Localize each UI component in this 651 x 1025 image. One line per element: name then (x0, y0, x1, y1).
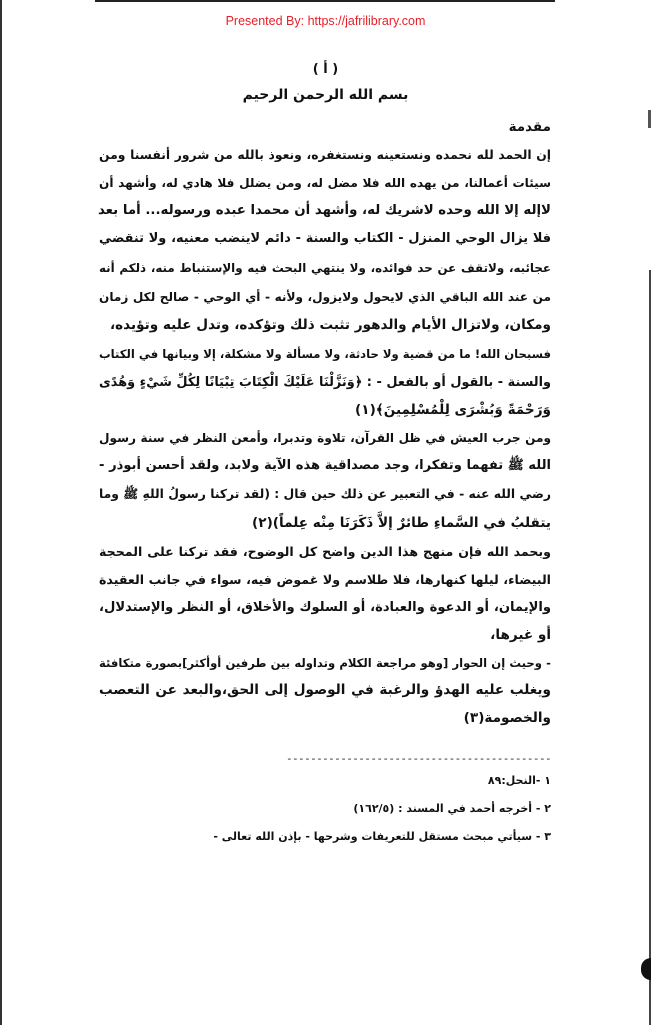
scan-punch-hole (641, 958, 651, 980)
watermark-link[interactable]: Presented By: https://jafrilibrary.com (225, 14, 426, 28)
body-line: لاإله إلا الله وحده لاشريك له، وأشهد أن محمدا عبده ورسوله... أما بعد (97, 203, 551, 218)
scan-edge-left (0, 0, 2, 1025)
basmala-heading: بسم الله الرحمن الرحيم (242, 87, 409, 103)
body-line: عجائبه، ولاتقف عن حد فوائده، ولا ينتهي البحث فيه والإستنباط منه، ذلكم أنه (99, 261, 551, 275)
scan-edge-top (95, 0, 555, 2)
body-line: ومن جرب العيش في ظل القرآن، تلاوة وتدبرا، وأمعن النظر في سنة رسول (99, 431, 551, 445)
body-line: والسنة - بالقول أو بالفعل - : ﴿وَنَزَّلْنَا عَلَيْكَ الْكِتَابَ تِبْيَانًا لِكُلِّ شَيْءٍ وَهُدًى (99, 375, 551, 390)
body-line: ويغلب عليه الهدؤ والرغبة في الوصول إلى الحق،والبعد عن التعصب (99, 682, 551, 698)
body-line: رضي الله عنه - في التعبير عن ذلك حين قال : (لقد تركنا رسولُ اللهِ ﷺ وما (99, 487, 551, 501)
body-line: أو غيرها، (490, 627, 551, 643)
body-line: ومكان، ولاتزال الأيام والدهور تثبت ذلك وتؤكده، وتدل عليه وتؤيده، (109, 317, 551, 333)
body-line: البيضاء، ليلها كنهارها، فلا طلاسم ولا غموض فيه، سواء في جانب العقيدة (99, 572, 551, 587)
body-line: وَرَحْمَةً وَبُشْرَى لِلْمُسْلِمِينَ﴾(١) (355, 402, 551, 418)
footnote-item: ٢ - أخرجه أحمد في المسند : (١٦٢/٥) (353, 802, 551, 815)
footnote-separator: -------------------------------------------- (286, 752, 551, 765)
page-number: ( أ ) (312, 62, 339, 77)
body-line: سيئات أعمالنا، من يهده الله فلا مضل له، ومن يضلل فلا هادي له، وأشهد أن (99, 176, 551, 190)
section-heading: مقدمة (508, 119, 551, 135)
body-line: يتقلبُ في السَّماءِ طائرٌ إلاَّ ذَكَرَنَا مِنْه عِلماً)(٢) (252, 515, 551, 531)
body-line: الله ﷺ تفهما وتفكرا، وجد مصداقية هذه الآية ولابد، ولقد أحسن أبوذر - (99, 458, 551, 473)
body-line: فسبحان الله! ما من قضية ولا حادثة، ولا مسألة ولا مشكلة، إلا وبيانها في الكتاب (99, 347, 551, 361)
body-line: إن الحمد لله نحمده ونستعينه ونستغفره، ونعوذ بالله من شرور أنفسنا ومن (99, 148, 551, 162)
body-line: - وحيث إن الحوار [وهو مراجعة الكلام وتداوله بين طرفين أوأكثر]بصورة متكافئة (99, 656, 551, 670)
body-line: والإيمان، أو الدعوة والعبادة، أو السلوك والأخلاق، أو النظر والإستدلال، (99, 600, 551, 615)
body-line: وبحمد الله فإن منهج هذا الدين واضح كل الوضوح، فقد تركنا على المحجة (99, 544, 551, 559)
body-line: من عند الله الباقي الذي لايحول ولايزول، ولأنه - أي الوحي - صالح لكل زمان (99, 290, 551, 304)
body-line: فلا يزال الوحي المنزل - الكتاب والسنة - دائم لاينضب معنيه، ولا تنقضي (99, 231, 551, 246)
footnote-item: ١ -النحل:٨٩ (487, 774, 551, 787)
footnote-item: ٣ - سيأتي مبحث مستقل للتعريفات وشرحها - بإذن الله تعالى - (213, 830, 551, 843)
body-line: والخصومة(٣) (463, 710, 551, 726)
